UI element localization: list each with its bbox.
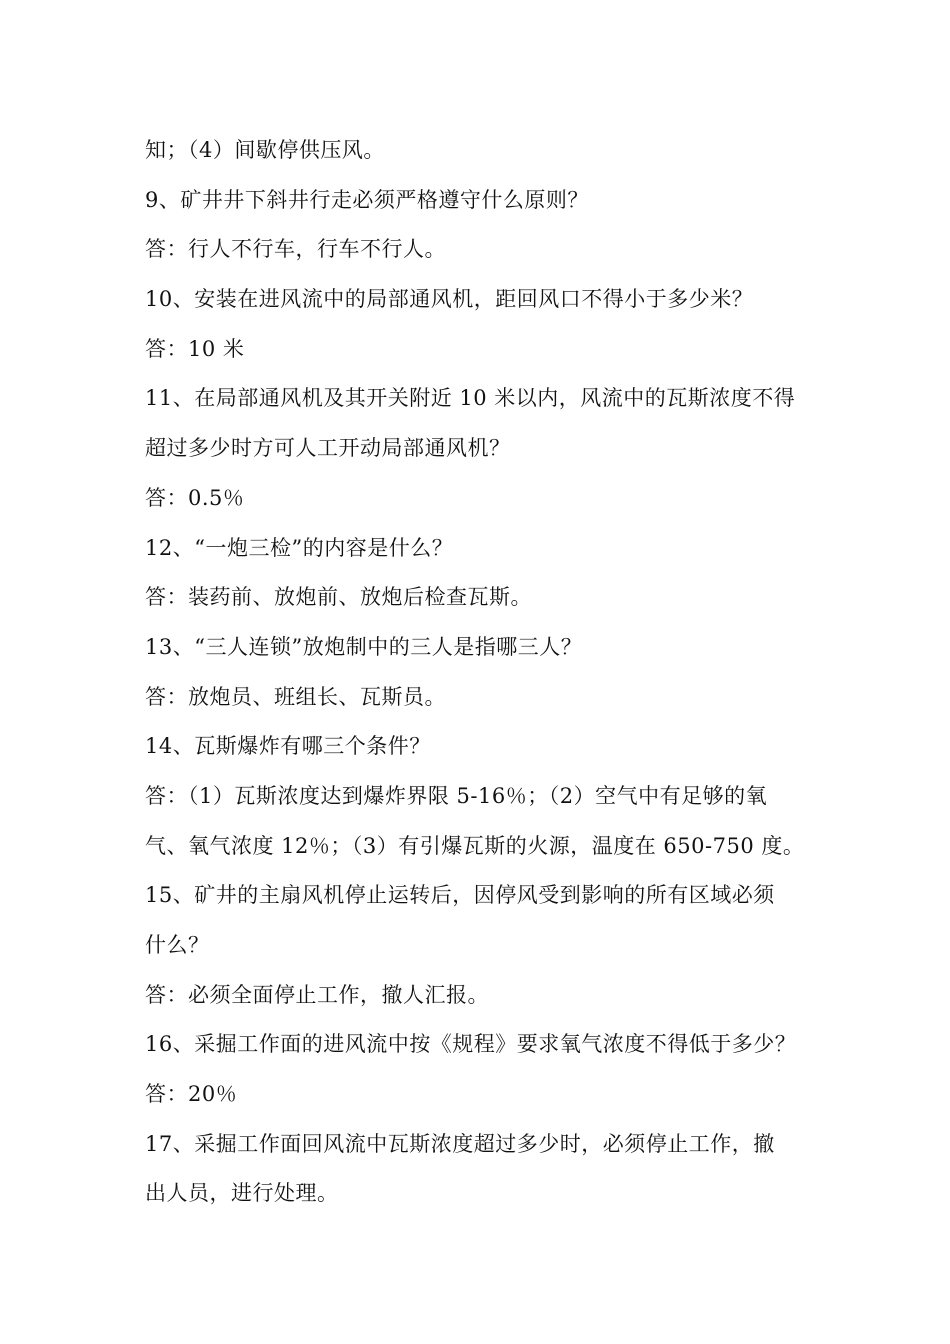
answer-12: 答：装药前、放炮前、放炮后检查瓦斯。 (145, 585, 532, 610)
question-11-line-2: 超过多少时方可人工开动局部通风机？ (145, 436, 511, 461)
question-13: 13、“三人连锁”放炮制中的三人是指哪三人？ (145, 634, 583, 659)
question-17-line-1: 17、采掘工作面回风流中瓦斯浓度超过多少时，必须停止工作，撤 (145, 1131, 775, 1156)
answer-11: 答：0.5％ (145, 485, 245, 510)
answer-13: 答：放炮员、班组长、瓦斯员。 (145, 684, 446, 709)
question-16: 16、采掘工作面的进风流中按《规程》要求氧气浓度不得低于多少？ (145, 1032, 797, 1057)
answer-14-line-2: 气、氧气浓度 12％；（3）有引爆瓦斯的火源，温度在 650-750 度。 (145, 833, 805, 858)
document-body (145, 126, 815, 1219)
question-17-line-2: 出人员，进行处理。 (145, 1181, 339, 1206)
question-9: 9、矿井井下斜井行走必须严格遵守什么原则？ (145, 187, 589, 212)
text-line: 知；（4）间歇停供压风。 (145, 138, 385, 162)
answer-14-line-1: 答：（1）瓦斯浓度达到爆炸界限 5-16％；（2）空气中有足够的氧 (145, 783, 768, 808)
question-10: 10、安装在进风流中的局部通风机，距回风口不得小于多少米？ (145, 287, 754, 312)
question-12: 12、“一炮三检”的内容是什么？ (145, 535, 454, 560)
question-15-line-1: 15、矿井的主扇风机停止运转后，因停风受到影响的所有区域必须 (145, 883, 775, 908)
answer-9: 答：行人不行车，行车不行人。 (145, 237, 446, 262)
question-14: 14、瓦斯爆炸有哪三个条件？ (145, 734, 431, 759)
answer-10: 答：10 米 (145, 336, 245, 361)
answer-16: 答：20％ (145, 1082, 238, 1107)
answer-15: 答：必须全面停止工作，撤人汇报。 (145, 982, 489, 1007)
question-15-line-2: 什么？ (145, 933, 210, 957)
question-11-line-1: 11、在局部通风机及其开关附近 10 米以内，风流中的瓦斯浓度不得 (145, 386, 796, 411)
